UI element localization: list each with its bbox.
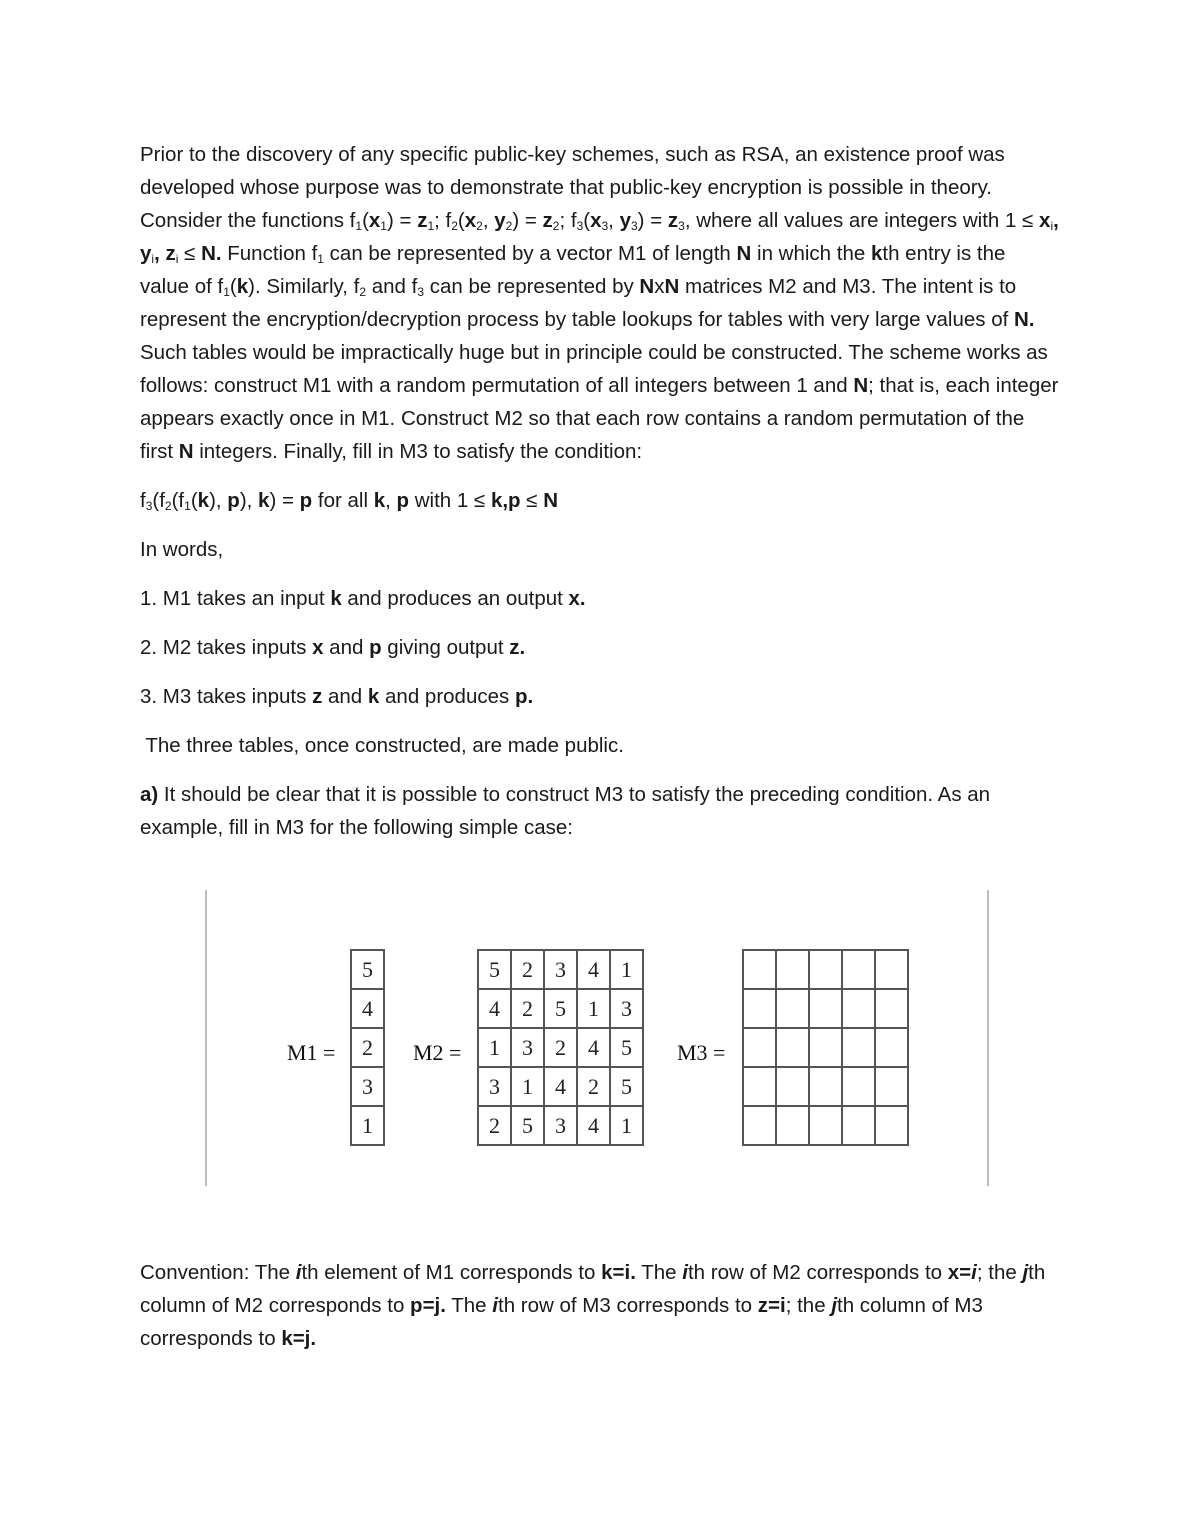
text: ) = [637, 209, 668, 232]
var-yi: y [140, 242, 152, 265]
m3-cell[interactable] [776, 950, 809, 989]
list-item: 2. M2 takes inputs x and p giving output z. [140, 636, 526, 659]
m3-matrix[interactable] [742, 949, 909, 1146]
var-k: k [870, 242, 883, 265]
m1-row [351, 950, 384, 989]
subscript: 2 [552, 219, 560, 233]
text: , where all values are integers with 1 ≤ [684, 209, 1040, 232]
m3-row [743, 1106, 908, 1145]
subscript: i [1050, 219, 1054, 233]
m2-cell: 4 [544, 1067, 577, 1106]
m1-cell: 4 [351, 989, 384, 1028]
m2-cell: 1 [511, 1067, 544, 1106]
m2-cell: 5 [610, 1028, 643, 1067]
text: integers. Finally, fill in M3 to satisfy the condition: [193, 440, 643, 463]
var-y3: y [619, 209, 631, 232]
document-body [140, 138, 1060, 844]
m2-cell: 3 [511, 1028, 544, 1067]
text: ) = [512, 209, 543, 232]
m2-cell: 2 [511, 950, 544, 989]
subscript: i [151, 252, 155, 266]
subscript: 1 [380, 219, 387, 233]
m1-row [351, 1106, 384, 1145]
text: Such tables would be impractically huge but in principle could be constructed. The scheme works as follows: construct M1 with a random permutation of all integers between 1 and [140, 341, 1048, 397]
m2-cell: 1 [577, 989, 610, 1028]
text: matrices M2 and M3. The intent is to represent the encryption/decryption process by table lookups for tables with very large values of [140, 275, 1017, 331]
m2-cell: 2 [478, 1106, 511, 1145]
m3-cell[interactable] [875, 1106, 908, 1145]
m3-cell[interactable] [875, 1028, 908, 1067]
m3-cell[interactable] [842, 950, 875, 989]
m3-cell[interactable] [809, 1067, 842, 1106]
m3-row [743, 1067, 908, 1106]
m2-cell: 5 [478, 950, 511, 989]
m3-row [743, 989, 908, 1028]
text: can be represented by [424, 275, 640, 298]
m2-row [478, 1067, 643, 1106]
text: th entry is the value of f [140, 242, 1006, 298]
m2-cell: 5 [544, 989, 577, 1028]
var-n: N. [1014, 308, 1035, 331]
subscript: 1 [223, 285, 230, 299]
var-z1: z [417, 209, 428, 232]
m3-row [743, 1028, 908, 1067]
m2-label: M2 = [413, 1040, 462, 1065]
m2-cell: 1 [478, 1028, 511, 1067]
condition-formula: $f_3(f_2(f_1(k)$, p), k) = p for all k, p with 1 ≤ k,p ≤ N [140, 489, 559, 513]
m2-row [478, 989, 643, 1028]
m3-cell[interactable] [842, 1028, 875, 1067]
text: , [608, 209, 620, 232]
m2-cell: 3 [478, 1067, 511, 1106]
var-n: N [853, 374, 869, 397]
var-n: N [664, 275, 680, 298]
var-x3: x [590, 209, 602, 232]
m2-row [478, 950, 643, 989]
m1-row [351, 1067, 384, 1106]
m3-cell[interactable] [842, 989, 875, 1028]
text: ) = [386, 209, 418, 232]
text: ; f [559, 209, 577, 232]
m2-row [478, 1028, 643, 1067]
subscript: 1 [427, 219, 435, 233]
m1-label: M1 = [287, 1040, 336, 1065]
in-words-heading: In words, [140, 538, 224, 561]
var-x1: x [368, 209, 381, 232]
m2-cell: 2 [577, 1067, 610, 1106]
m3-cell[interactable] [875, 1067, 908, 1106]
text: in which the [751, 242, 871, 265]
list-item: 1. M1 takes an input k and produces an output x. [140, 587, 586, 610]
m3-cell[interactable] [809, 1028, 842, 1067]
subscript: 3 [678, 219, 685, 233]
subscript: 3 [417, 285, 425, 299]
matrix-figure [205, 890, 989, 1186]
m3-cell[interactable] [809, 950, 842, 989]
subscript: 2 [476, 219, 483, 233]
m3-row [743, 950, 908, 989]
m1-vector [350, 949, 385, 1146]
subscript: 2 [359, 285, 367, 299]
m2-cell: 1 [610, 1106, 643, 1145]
var-x2: x [464, 209, 477, 232]
text: Function f [221, 242, 318, 265]
m3-cell[interactable] [743, 1067, 776, 1106]
text: ). Similarly, f [248, 275, 360, 298]
subscript: 1 [317, 252, 324, 266]
m3-cell[interactable] [776, 1028, 809, 1067]
part-a-question: a) It should be clear that it is possible to construct M3 to satisfy the preceding condition. As an example, fill in M3 for the following simple case: [140, 783, 991, 839]
m3-cell[interactable] [875, 989, 908, 1028]
m3-cell[interactable] [743, 950, 776, 989]
m1-row [351, 989, 384, 1028]
m3-cell[interactable] [743, 1028, 776, 1067]
m3-cell[interactable] [743, 989, 776, 1028]
m3-cell[interactable] [776, 1067, 809, 1106]
var-n: N [639, 275, 655, 298]
var-xi: x [1039, 209, 1051, 232]
m2-cell: 4 [577, 950, 610, 989]
m2-cell: 3 [610, 989, 643, 1028]
m3-cell[interactable] [842, 1106, 875, 1145]
m2-cell: 1 [610, 950, 643, 989]
text: , [482, 209, 495, 232]
m3-cell[interactable] [776, 989, 809, 1028]
subscript: 3 [601, 219, 609, 233]
text: ; that is, each integer appears exactly once in M1. Construct M2 so that each row contains a random permutation of the first [140, 374, 1059, 463]
m2-cell: 2 [511, 989, 544, 1028]
m3-cell[interactable] [875, 950, 908, 989]
var-n: N. [201, 242, 222, 265]
m2-cell: 3 [544, 1106, 577, 1145]
m2-matrix [477, 949, 644, 1146]
m2-cell: 4 [478, 989, 511, 1028]
var-z2: z [542, 209, 553, 232]
m1-cell: 2 [351, 1028, 384, 1067]
intro-paragraph: Prior to the discovery of any specific public-key schemes, such as RSA, an existence proof was developed whose purpose was to demonstrate that public-key encryption is possible in theory. Consider the functions $f_1(x_1) = z_1$; $f_2(x_2$, $y_2) = z_2$; $f_3(x_3$, $y_3) = z_3$, where all values are integers with $1 \le x_i$, $y_i$, $z_i \le N$. Function $f_1$ can be represented by a vector M1 of length N in which the kth entry is the value of $f_1(k)$. Similarly, $f_2$ and $f_3$ can be represented by NxN matrices M2 and M3. The intent is to represent the encryption/decryption process by table lookups for tables with very large values of N. Such tables would be impractically huge but in principle could be constructed. The scheme works as follows: construct M1 with a random permutation of all integers between 1 and N; that is, each integer appears exactly once in M1. Construct M2 so that each row contains a random permutation of the first N integers. Finally, fill in M3 to satisfy the condition: [140, 143, 1059, 463]
m3-cell[interactable] [809, 1106, 842, 1145]
subscript: 2 [505, 219, 513, 233]
text: ; f [434, 209, 452, 232]
var-y2: y [494, 209, 506, 232]
subscript: 3 [630, 219, 638, 233]
m1-cell: 5 [351, 950, 384, 989]
var-n: N [736, 242, 752, 265]
m2-cell: 4 [577, 1028, 610, 1067]
text: and f [366, 275, 418, 298]
text: can be represented by a vector M1 of length [323, 242, 737, 265]
m2-cell: 5 [511, 1106, 544, 1145]
var-n: N [178, 440, 194, 463]
m2-cell: 3 [544, 950, 577, 989]
m3-cell[interactable] [809, 989, 842, 1028]
m1-cell: 3 [351, 1067, 384, 1106]
convention-paragraph: Convention: The ith element of M1 corresponds to k=i. The ith row of M2 corresponds to x=i; the jth column of M2 corresponds to p=j. The ith row of M3 corresponds to z=i; the jth column of M3 corresponds to k=j. [140, 1261, 1046, 1350]
var-zi: z [165, 242, 176, 265]
text: ≤ [178, 242, 202, 265]
m2-cell: 5 [610, 1067, 643, 1106]
subscript: 3 [576, 219, 584, 233]
m2-row [478, 1106, 643, 1145]
var-z3: z [667, 209, 679, 232]
m1-cell: 1 [351, 1106, 384, 1145]
text: Prior to the discovery of any specific public-key schemes, such as RSA, an existence proof was developed whose purpose was to demonstrate that public-key encryption is possible in theory. Consider the functions f [140, 143, 1005, 232]
public-note: The three tables, once constructed, are made public. [140, 734, 624, 757]
subscript: i [175, 252, 179, 266]
text: x [654, 275, 665, 298]
m3-label: M3 = [677, 1040, 726, 1065]
m3-cell[interactable] [842, 1067, 875, 1106]
var-k: k [236, 275, 249, 298]
m1-row [351, 1028, 384, 1067]
m2-cell: 2 [544, 1028, 577, 1067]
m2-cell: 4 [577, 1106, 610, 1145]
m3-cell[interactable] [743, 1106, 776, 1145]
m3-cell[interactable] [776, 1106, 809, 1145]
list-item: 3. M3 takes inputs z and k and produces p. [140, 685, 534, 708]
subscript: 2 [451, 219, 458, 233]
subscript: 1 [355, 219, 363, 233]
